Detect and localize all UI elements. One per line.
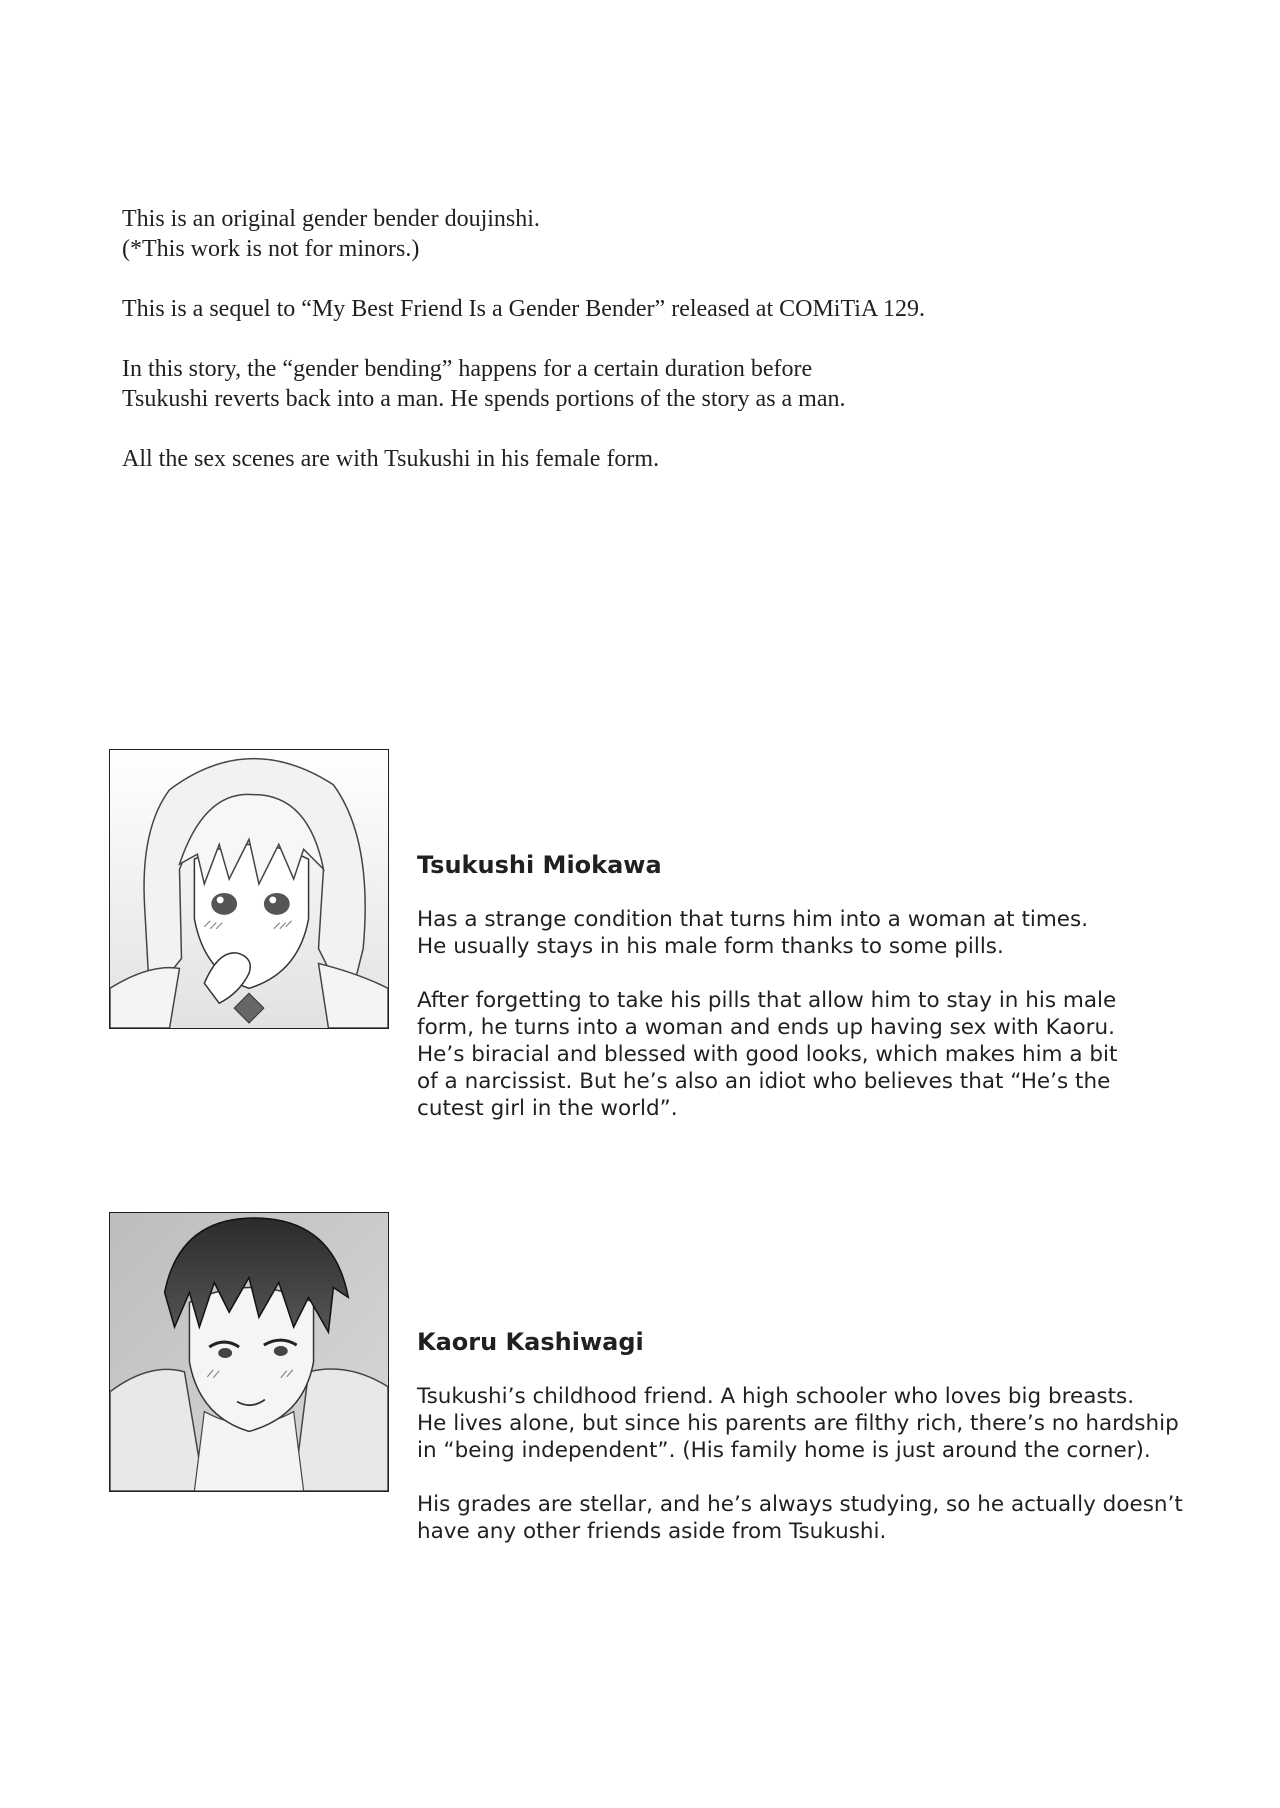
profile-line: in “being independent”. (His family home is just around the corner). [417,1438,1151,1463]
profile-paragraph [417,1383,1197,1464]
profile-line: Tsukushi’s childhood friend. A high schooler who loves big breasts. [417,1384,1135,1409]
profile-paragraph [417,1491,1197,1545]
kaoru-illustration [110,1213,388,1491]
tsukushi-illustration [110,750,388,1028]
intro-line: (*This work is not for minors.) [122,236,420,262]
intro-line: All the sex scenes are with Tsukushi in his female form. [122,446,660,472]
profile-line: cutest girl in the world”. [417,1096,678,1121]
profile-line: He lives alone, but since his parents are filthy rich, there’s no hardship [417,1411,1179,1436]
profile-line: Has a strange condition that turns him into a woman at times. [417,907,1089,932]
intro-paragraph [122,204,1142,264]
intro-line: In this story, the “gender bending” happens for a certain duration before [122,356,813,382]
profile-paragraph [417,987,1197,1122]
profile-line: His grades are stellar, and he’s always studying, so he actually doesn’t [417,1492,1183,1517]
kaoru-portrait [109,1212,389,1492]
profile-paragraph [417,906,1197,960]
tsukushi-profile [417,850,1197,1149]
intro-paragraph [122,444,1142,474]
intro-notes [122,204,1142,504]
intro-line: Tsukushi reverts back into a man. He spends portions of the story as a man. [122,386,846,412]
tsukushi-portrait [109,749,389,1029]
intro-paragraph [122,294,1142,324]
kaoru-profile [417,1327,1197,1572]
intro-line: This is an original gender bender doujinshi. [122,206,540,232]
profile-line: of a narcissist. But he’s also an idiot who believes that “He’s the [417,1069,1111,1094]
profile-line: form, he turns into a woman and ends up having sex with Kaoru. [417,1015,1115,1040]
intro-line: This is a sequel to “My Best Friend Is a Gender Bender” released at COMiTiA 129. [122,296,925,322]
profile-line: He usually stays in his male form thanks to some pills. [417,934,1004,959]
intro-paragraph [122,354,1142,414]
profile-line: He’s biracial and blessed with good looks, which makes him a bit [417,1042,1118,1067]
profile-line: have any other friends aside from Tsukushi. [417,1519,887,1544]
character-name: Tsukushi Miokawa [417,851,662,879]
character-name: Kaoru Kashiwagi [417,1328,644,1356]
profile-line: After forgetting to take his pills that allow him to stay in his male [417,988,1117,1013]
